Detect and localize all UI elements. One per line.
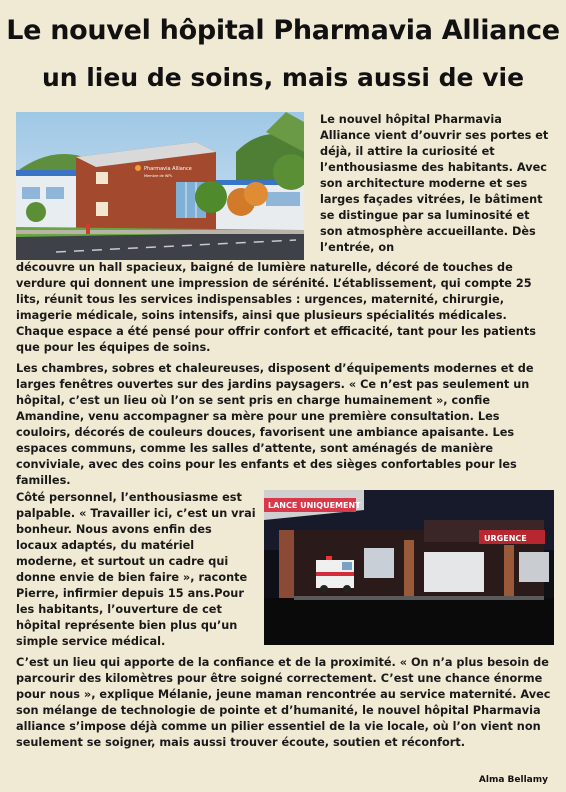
hospital-exterior-photo xyxy=(16,112,304,260)
hospital-exterior-illustration xyxy=(16,112,304,260)
emergency-entrance-photo xyxy=(264,490,554,645)
ambulance-only-sign: LANCE UNIQUEMENT xyxy=(268,501,361,510)
intro-paragraph: découvre un hall spacieux, baigné de lumière naturelle, décoré de touches de verdure qui donnent une impression de sérénité. L’établissement, qui compte 25 lits, réunit tous les services indispensables : urgences, maternité, chirurgie, imagerie médicale, soins intensifs, ainsi que plusieurs spécialités médicales. Chaque espace a été pensé pour offrir confort et efficacité, tant pour les patients que pour les équipes de soins. xyxy=(16,261,536,354)
paragraph-4: C’est un lieu qui apporte de la confiance et de la proximité. « On n’a plus besoin de parcourir des kilomètres pour être soigné correctement. C’est une chance énorme pour nous », explique Mélanie, jeune maman rencontrée au service maternité. Avec son mélange de technologie de pointe et d’humanité, le nouvel hôpital Pharmavia alliance s’impose déjà comme un pilier essentiel de la vie locale, où l’on vient non seulement se soigner, mais aussi trouver écoute, soutien et réconfort. xyxy=(16,656,551,749)
paragraph-3: Côté personnel, l’enthousiasme est palpable. « Travailler ici, c’est un vrai bonheur. Nous avons enfin des locaux adaptés, du matériel moderne, et surtout un cadre qui donne envie de bien faire », raconte Pierre, infirmier depuis 15 ans.Pour les habitants, l’ouverture de cet hôpital représente bien plus qu’un simple service médical. xyxy=(16,491,256,648)
intro-side-text: Le nouvel hôpital Pharmavia Alliance vient d’ouvrir ses portes et déjà, il attire la curiosité et l’enthousiasme des habitants. Avec son architecture moderne et ses larges façades vitrées, le bâtiment se distingue par sa luminosité et son atmosphère accueillante. Dès l’entrée, on xyxy=(320,113,549,254)
author-signature: Alma Bellamy xyxy=(478,775,548,785)
paragraph-2: Les chambres, sobres et chaleureuses, disposent d’équipements modernes et de larges fenêtres ouvertes sur des jardins paysagers. « Ce n’est pas seulement un hôpital, c’est un lieu où l’on se sent pris en charge humainement », confie Amandine, venu accompagner sa mère pour une première consultation. Les couloirs, décorés de couleurs douces, favorisent une ambiance apaisante. Les espaces communs, comme les salles d’attente, sont aménagés de manière conviviale, avec des coins pour les enfants et des sièges confortables pour les familles. xyxy=(16,362,534,487)
urgence-sign: URGENCE xyxy=(484,534,527,543)
headline: Le nouvel hôpital Pharmavia Alliance xyxy=(6,15,560,46)
hospital-sign-subtext: Membre de WPL xyxy=(144,174,173,178)
subheadline: un lieu de soins, mais aussi de vie xyxy=(41,63,525,92)
hospital-logo-icon xyxy=(135,165,141,171)
hospital-sign-text: Pharmavia Alliance xyxy=(144,166,192,172)
emergency-entrance-illustration xyxy=(264,490,554,645)
